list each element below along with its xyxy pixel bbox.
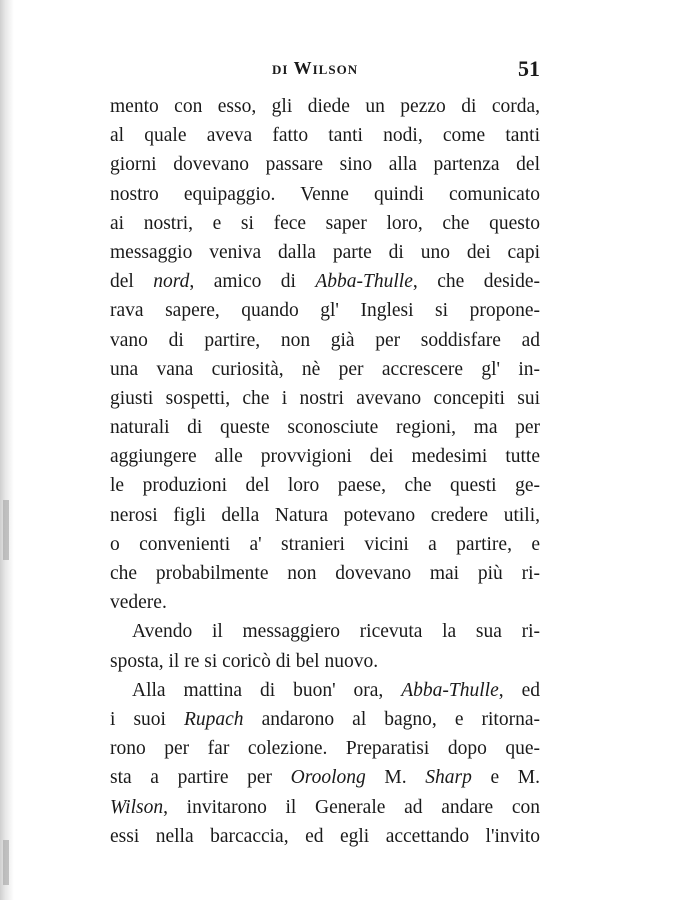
text-line: una vana curiosità, nè per accrescere gl' in- (110, 358, 540, 380)
text-line: Avendo il messaggiero ricevuta la sua ri- (132, 621, 540, 643)
text-line: o convenienti a' stranieri vicini a partire, e (110, 533, 540, 555)
text-line: giorni dovevano passare sino alla partenza del (110, 154, 540, 176)
text-line: vedere. (110, 592, 167, 614)
text-line: i suoi Rupach andarono al bagno, e ritorna- (110, 708, 540, 730)
text-line: nostro equipaggio. Venne quindi comunicato (110, 183, 540, 205)
text-line: del nord, amico di Abba-Thulle, che deside- (110, 271, 541, 293)
text-line: ai nostri, e si fece saper loro, che questo (110, 212, 540, 234)
text-line: essi nella barcaccia, ed egli accettando l'invito (110, 825, 540, 847)
text-line: che probabilmente non dovevano mai più ri- (110, 563, 540, 584)
text-line: rono per far colezione. Preparatisi dopo que- (110, 738, 540, 760)
text-line: vano di partire, non già per soddisfare ad (110, 329, 540, 351)
page-number: 51 (518, 56, 540, 81)
body-text (110, 92, 540, 851)
text-line: sta a partire per Oroolong M. Sharp e M. (110, 767, 540, 789)
running-title: di Wilson (272, 58, 359, 78)
text-line: le produzioni del loro paese, che questi ge- (110, 475, 540, 497)
text-line: Alla mattina di buon' ora, Abba-Thulle, ed (132, 679, 540, 701)
text-line: giusti sospetti, che i nostri avevano concepiti sui (110, 387, 540, 409)
text-line: nerosi figli della Natura potevano credere utili, (110, 504, 540, 526)
text-line: sposta, il re si coricò di bel nuovo. (110, 650, 379, 672)
text-line: mento con esso, gli diede un pezzo di corda, (110, 96, 540, 117)
edge-smudge (3, 840, 9, 885)
paragraph (110, 92, 540, 617)
text-line: al quale aveva fatto tanti nodi, come tanti (110, 125, 540, 147)
text-line: naturali di queste sconosciute regioni, ma per (110, 417, 540, 439)
edge-smudge (3, 500, 9, 560)
text-line: Wilson, invitarono il Generale ad andare con (110, 796, 540, 818)
running-head (110, 56, 540, 86)
text-line: rava sapere, quando gl' Inglesi si propone- (110, 300, 540, 322)
text-line: messaggio veniva dalla parte di uno dei capi (110, 241, 540, 263)
paragraph (110, 617, 540, 675)
text-line: aggiungere alle provvigioni dei medesimi tutte (110, 446, 540, 468)
page-binding-edge (0, 0, 14, 900)
paragraph (110, 676, 540, 851)
